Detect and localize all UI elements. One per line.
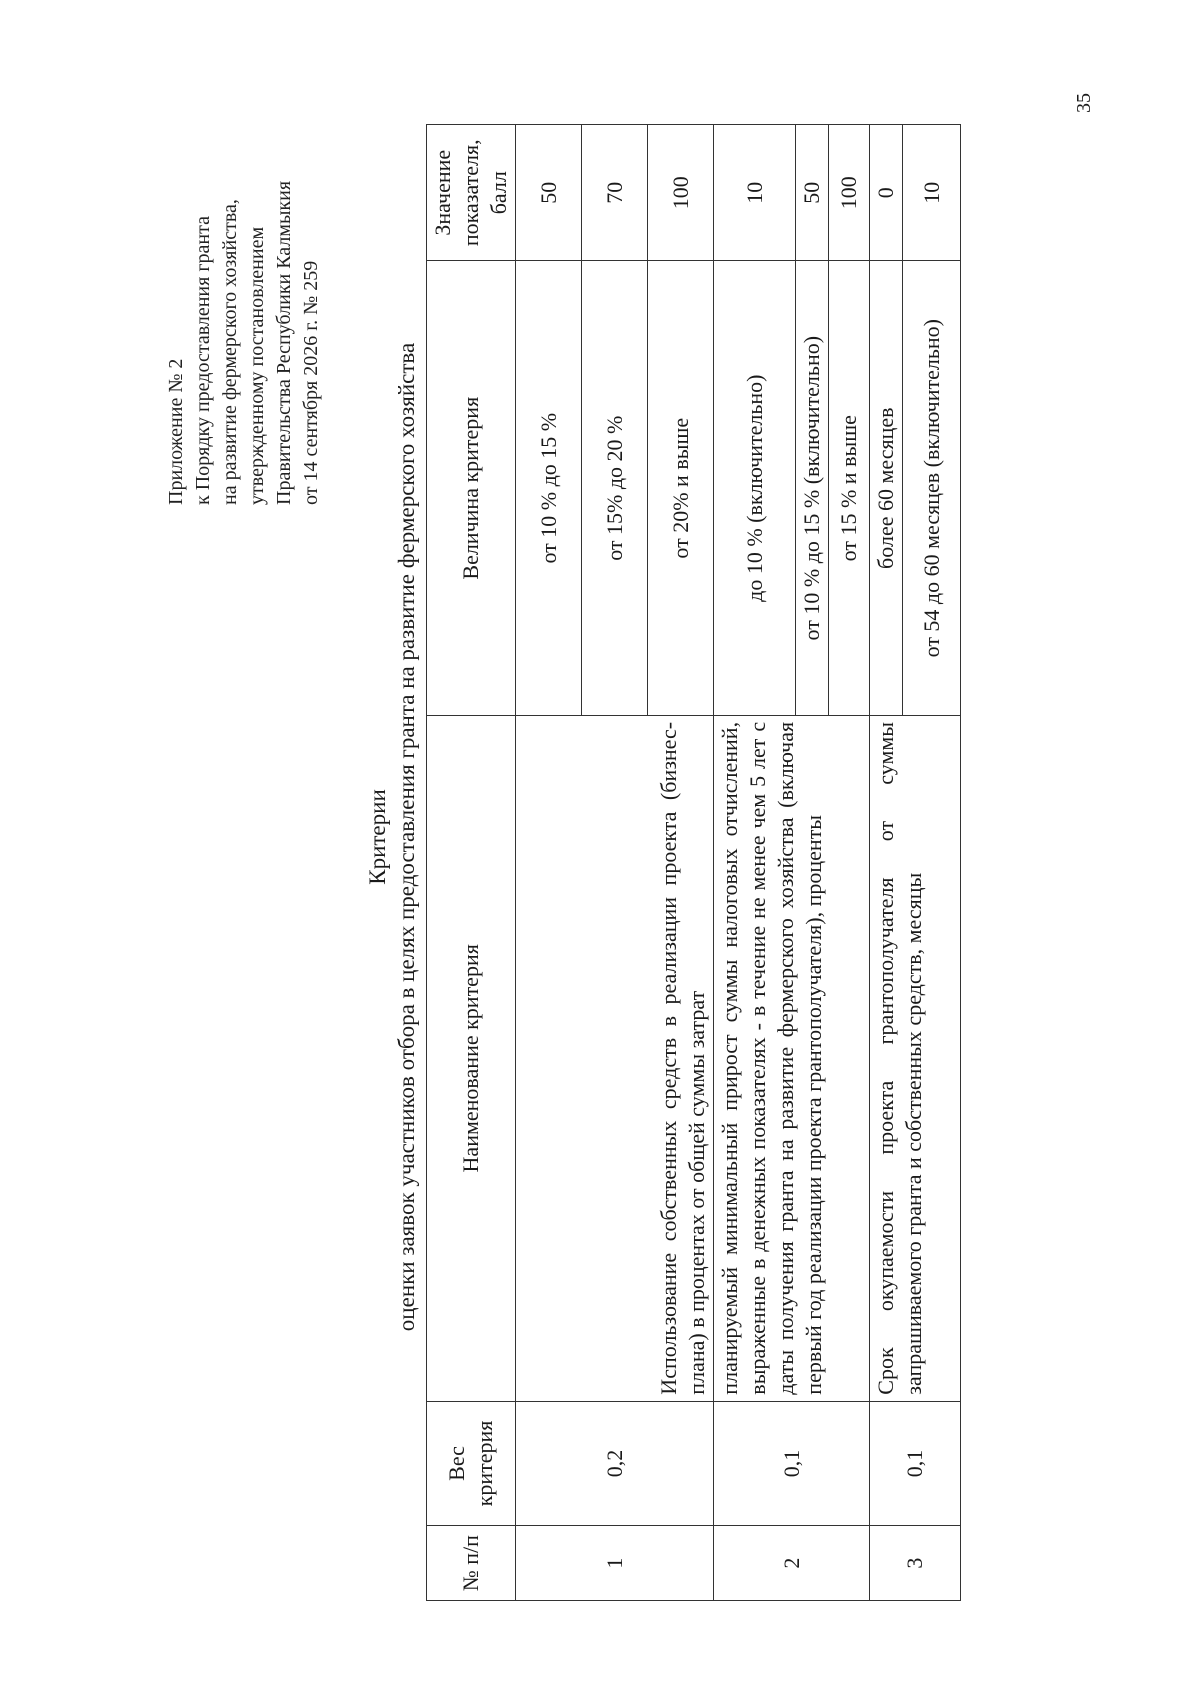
approval-line: утвержденному постановлением (246, 226, 268, 505)
header-score: Значение показателя, балл (427, 125, 516, 261)
criteria-table (426, 124, 961, 1601)
table-header-row (427, 125, 516, 1601)
approval-block (163, 181, 325, 505)
row-score: 70 (582, 125, 648, 261)
row-magnitude: от 20% и выше (648, 261, 714, 715)
row-magnitude: от 54 до 60 месяцев (включительно) (903, 261, 961, 715)
row-magnitude: от 15 % и выше (829, 261, 870, 715)
table-row (870, 125, 903, 1601)
row-weight: 0,1 (714, 1401, 870, 1526)
row-score: 100 (829, 125, 870, 261)
header-num: № п/п (427, 1526, 516, 1601)
page-number: 35 (1073, 93, 1095, 113)
row-num: 2 (714, 1526, 870, 1601)
row-weight: 0,1 (870, 1401, 961, 1526)
row-score: 50 (796, 125, 829, 261)
approval-line: от 14 сентября 2026 г. № 259 (300, 260, 322, 505)
row-magnitude: до 10 % (включительно) (714, 261, 796, 715)
row-num: 1 (516, 1526, 714, 1601)
table-row (714, 125, 796, 1601)
header-weight: Вес критерия (427, 1401, 516, 1526)
row-criterion-name: планируемый минимальный прирост суммы налоговых отчислений, выраженные в денежных показателях - в течение не менее чем 5 лет с даты получения гранта на развитие фермерского хозяйства (включая первый год реализации проекта грантополучателя), проценты (714, 715, 870, 1401)
table-row (516, 125, 582, 1601)
row-weight: 0,2 (516, 1401, 714, 1526)
approval-line: Приложение № 2 (165, 358, 187, 505)
row-score: 100 (648, 125, 714, 261)
row-magnitude: более 60 месяцев (870, 261, 903, 715)
header-magnitude: Величина критерия (427, 261, 516, 715)
row-score: 50 (516, 125, 582, 261)
row-score: 0 (870, 125, 903, 261)
row-criterion-name: Использование собственных средств в реализации проекта (бизнес-плана) в процентах от общей суммы затрат (516, 715, 714, 1401)
row-magnitude: от 10 % до 15 % (включительно) (796, 261, 829, 715)
approval-line: к Порядку предоставления гранта (192, 216, 214, 505)
approval-line: на развитие фермерского хозяйства, (219, 199, 241, 505)
title-line-1: Критерии (365, 789, 390, 885)
row-criterion-name: Срок окупаемости проекта грантополучателя от суммы запрашиваемого гранта и собственных средств, месяцы (870, 715, 961, 1401)
row-score: 10 (903, 125, 961, 261)
header-name: Наименование критерия (427, 715, 516, 1401)
document-title (363, 137, 421, 1537)
row-magnitude: от 15% до 20 % (582, 261, 648, 715)
approval-line: Правительства Республики Калмыкия (273, 180, 295, 505)
title-line-2: оценки заявок участников отбора в целях предоставления гранта на развитие фермерского хозяйства (394, 342, 419, 1332)
row-score: 10 (714, 125, 796, 261)
row-magnitude: от 10 % до 15 % (516, 261, 582, 715)
row-num: 3 (870, 1526, 961, 1601)
